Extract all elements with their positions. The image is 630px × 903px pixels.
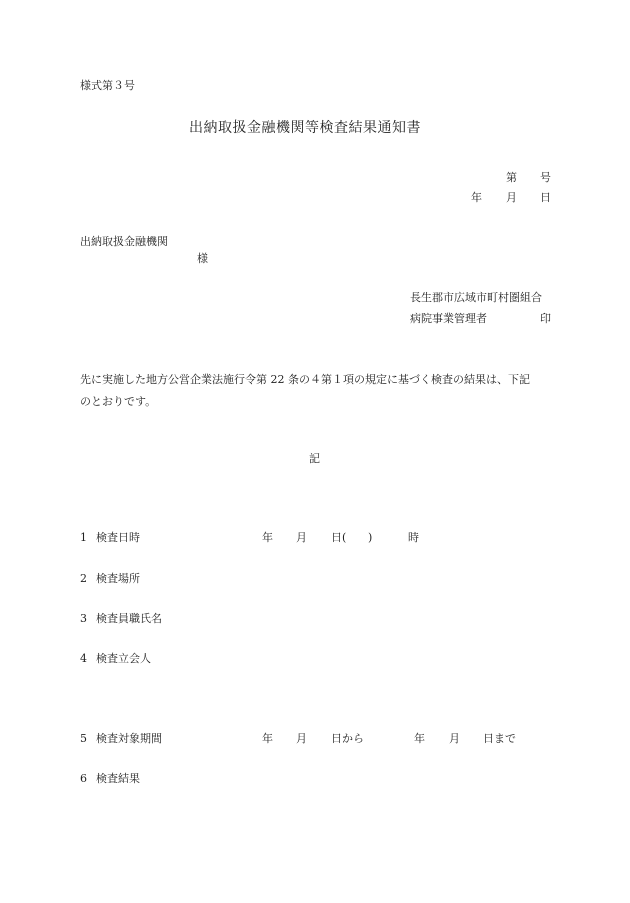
field-day-to: 日まで [483, 732, 516, 745]
item-number: 6 [80, 772, 87, 785]
field-paren-close: ) [368, 531, 373, 544]
ref-number-go: 号 [540, 171, 551, 184]
ki-heading: 記 [309, 452, 320, 465]
item-label-target-period: 検査対象期間 [96, 732, 162, 745]
date-day: 日 [540, 191, 551, 204]
field-year-from: 年 [262, 732, 273, 745]
item-label-witness: 検査立会人 [96, 652, 151, 665]
item-label-result: 検査結果 [96, 772, 140, 785]
item-number: 3 [80, 612, 87, 625]
item-number: 2 [80, 572, 87, 585]
field-hour: 時 [408, 531, 419, 544]
item-label-inspection-place: 検査場所 [96, 572, 140, 585]
field-month-to: 月 [449, 732, 460, 745]
issuer-org: 長生郡市広域市町村圏組合 [410, 291, 542, 304]
date-year: 年 [471, 191, 482, 204]
field-month: 月 [296, 531, 307, 544]
field-year-to: 年 [414, 732, 425, 745]
body-line-2: のとおりです。 [80, 395, 157, 408]
form-number-label: 様式第３号 [80, 79, 135, 92]
item-label-inspectors: 検査員職氏名 [96, 612, 162, 625]
seal-mark: 印 [540, 312, 551, 325]
recipient-org: 出納取扱金融機関 [80, 235, 168, 248]
recipient-sama: 様 [197, 252, 208, 265]
date-month: 月 [506, 191, 517, 204]
field-day-from: 日から [331, 732, 364, 745]
item-label-inspection-datetime: 検査日時 [96, 531, 140, 544]
field-month-from: 月 [296, 732, 307, 745]
ref-number-dai: 第 [506, 171, 517, 184]
document-title: 出納取扱金融機関等検査結果通知書 [189, 120, 421, 136]
body-line-1: 先に実施した地方公営企業法施行令第 22 条の４第１項の規定に基づく検査の結果は、下記 [80, 373, 530, 386]
item-number: 4 [80, 652, 87, 665]
item-number: 5 [80, 732, 87, 745]
field-year: 年 [262, 531, 273, 544]
item-number: 1 [80, 531, 87, 544]
field-day-open: 日( [331, 531, 347, 544]
issuer-manager: 病院事業管理者 [410, 312, 487, 325]
